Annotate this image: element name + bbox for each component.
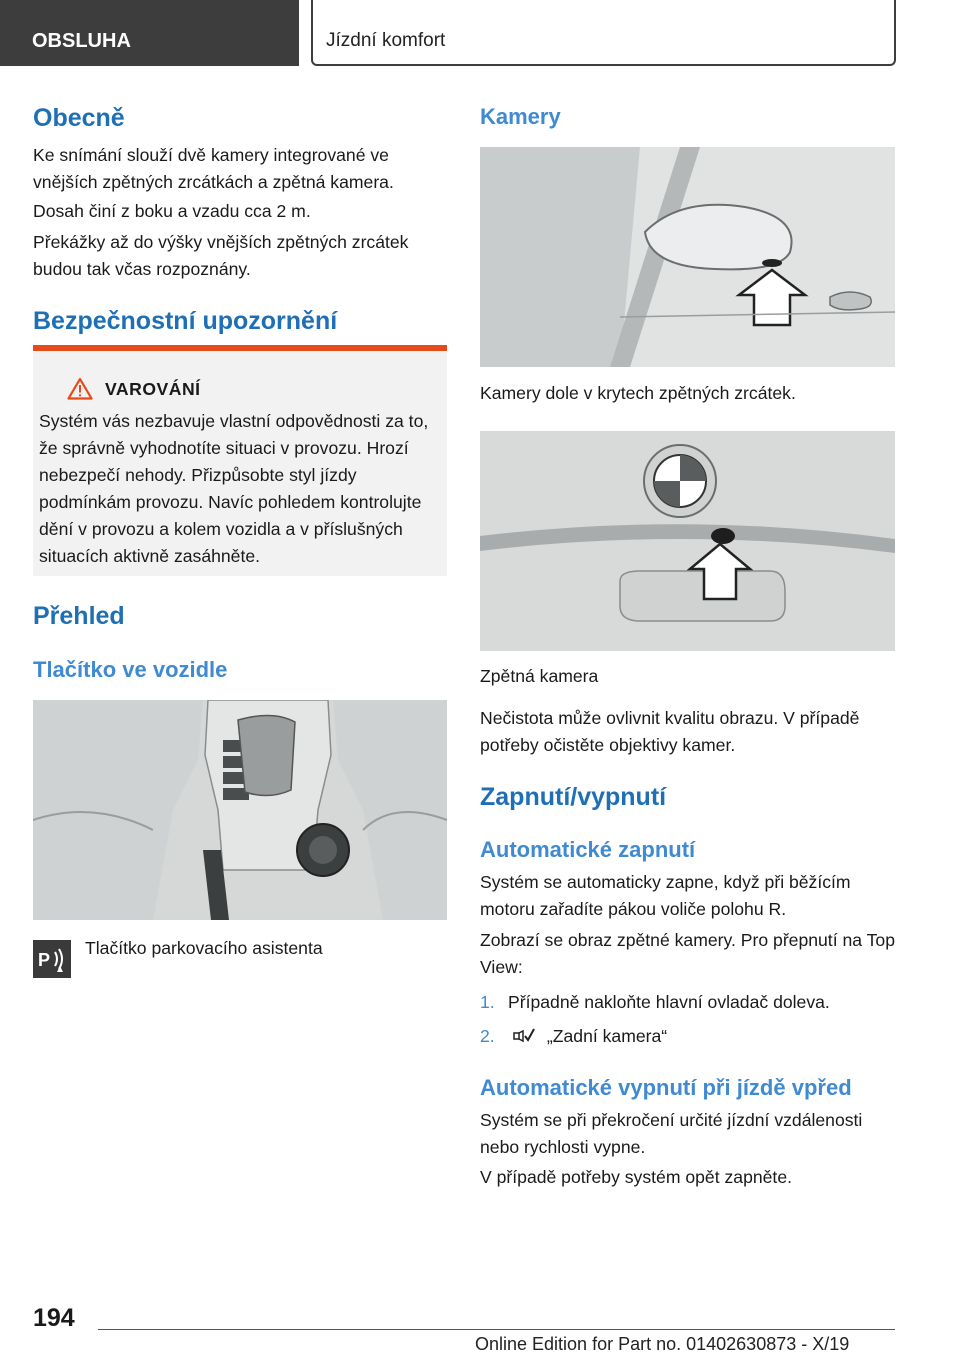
rear-camera-caption: Zpětná kamera <box>480 666 599 686</box>
parking-assistant-button-icon <box>33 940 71 978</box>
rear-camera-illustration <box>480 431 895 651</box>
auto-on-paragraph-1: Systém se automaticky zapne, když při běžícím motoru zařadíte pákou voliče polohu R. <box>480 872 851 919</box>
step-number: 2. <box>480 1026 495 1046</box>
button-caption: Tlačítko parkovacího asistenta <box>85 938 323 958</box>
step-text: „Zadní kamera“ <box>546 1026 668 1046</box>
warning-box <box>33 345 447 576</box>
svg-text:P: P <box>38 950 51 970</box>
button-heading: Tlačítko ve vozidle <box>33 657 228 682</box>
section-tab <box>0 0 299 66</box>
list-item <box>480 992 830 1013</box>
general-paragraph-1: Ke snímání slouží dvě kamery integrované ve vnějších zpětných zrcátkách a zpětná kamera. <box>33 145 394 192</box>
warning-triangle-icon <box>67 377 93 405</box>
cameras-heading: Kamery <box>480 104 561 129</box>
onoff-heading: Zapnutí/vypnutí <box>480 783 667 811</box>
mirror-caption: Kamery dole v krytech zpětných zrcátek. <box>480 383 796 403</box>
auto-on-paragraph-2: Zobrazí se obraz zpětné kamery. Pro přepnutí na Top View: <box>480 930 895 977</box>
center-console-illustration <box>33 700 447 920</box>
footer-divider <box>98 1329 895 1330</box>
side-mirror-illustration <box>480 147 895 367</box>
edition-note: Online Edition for Part no. 01402630873 - X/19 <box>475 1334 850 1354</box>
step-text: Případně nakloňte hlavní ovladač doleva. <box>508 992 830 1012</box>
warning-title: VAROVÁNÍ <box>105 379 201 399</box>
auto-on-heading: Automatické zapnutí <box>480 837 696 862</box>
chapter-tab <box>311 0 896 66</box>
chapter-label: Jízdní komfort <box>326 30 446 51</box>
general-paragraph-2: Dosah činí z boku a vzadu cca 2 m. <box>33 201 311 221</box>
step-number: 1. <box>480 992 495 1012</box>
camera-menu-icon <box>513 1027 547 1050</box>
safety-heading: Bezpečnostní upozornění <box>33 307 338 335</box>
general-heading: Obecně <box>33 104 125 132</box>
list-item <box>480 1026 667 1050</box>
section-label: OBSLUHA <box>32 30 131 52</box>
auto-off-paragraph-1: Systém se při překročení určité jízdní vzdálenosti nebo rychlosti vypne. <box>480 1110 863 1157</box>
general-paragraph-3: Překážky až do výšky vnějších zpětných zrcátek budou tak včas rozpoznány. <box>33 232 409 279</box>
auto-off-heading: Automatické vypnutí při jízdě vpřed <box>480 1075 852 1100</box>
dirt-paragraph: Nečistota může ovlivnit kvalitu obrazu. V případě potřeby očistěte objektivy kamer. <box>480 708 860 755</box>
page-number: 194 <box>33 1304 75 1332</box>
auto-off-paragraph-2: V případě potřeby systém opět zapněte. <box>480 1167 792 1187</box>
warning-text: Systém vás nezbavuje vlastní odpovědnosti za to, že správně vyhodnotíte situaci v provozu. Hrozí nebezpečí nehody. Přizpůsobte styl jízdy podmínkám provozu. Navíc pohledem kontrolujte dění v provozu a kolem vozidla a v příslušných situacích aktivně zasáhněte. <box>39 411 429 566</box>
overview-heading: Přehled <box>33 602 125 630</box>
